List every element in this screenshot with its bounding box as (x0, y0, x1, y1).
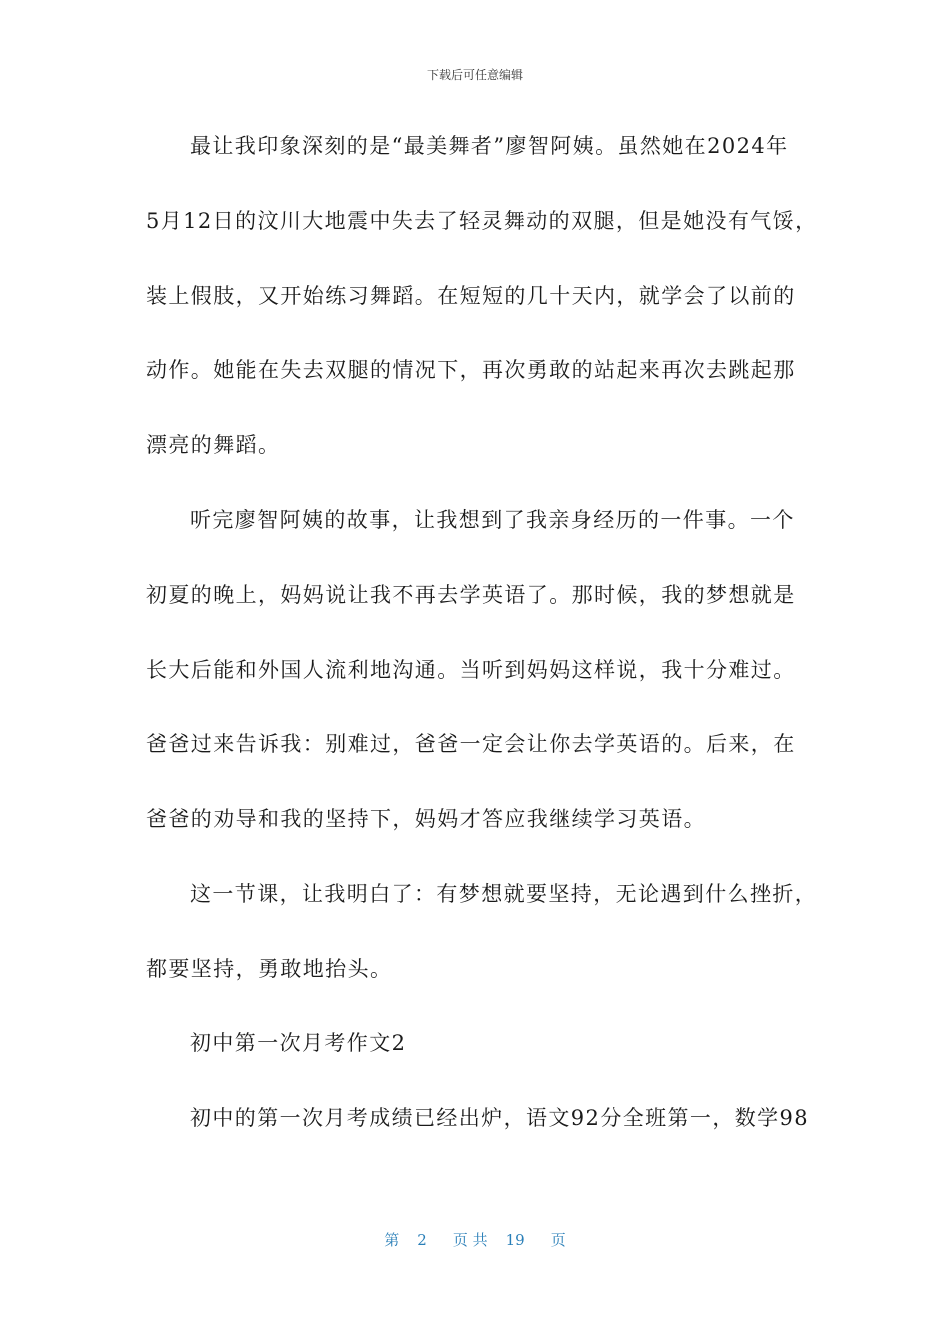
text-line: 这一节课，让我明白了：有梦想就要坚持，无论遇到什么挫折， (190, 882, 818, 906)
text-line: 初中的第一次月考成绩已经出炉，语文92分全班第一，数学98 (190, 1106, 810, 1130)
text-line: 初夏的晚上，妈妈说让我不再去学英语了。那时候，我的梦想就是 (146, 583, 796, 607)
text-line: 5月12日的汶川大地震中失去了轻灵舞动的双腿，但是她没有气馁， (146, 209, 818, 233)
text-line: 爸爸的劝导和我的坚持下，妈妈才答应我继续学习英语。 (146, 807, 706, 831)
footer-prefix: 第 (384, 1231, 400, 1249)
text-line: 都要坚持，勇敢地抬头。 (146, 957, 393, 981)
text-line: 爸爸过来告诉我：别难过，爸爸一定会让你去学英语的。后来，在 (146, 732, 796, 756)
page-header: 下载后可任意编辑 (426, 68, 523, 82)
section-heading: 初中第一次月考作文2 (190, 1031, 407, 1055)
page-footer (0, 1229, 950, 1250)
text-line: 动作。她能在失去双腿的情况下，再次勇敢的站起来再次去跳起那 (146, 358, 796, 382)
footer-suffix: 页 (550, 1231, 566, 1249)
footer-middle: 页 共 (452, 1231, 488, 1249)
text-line: 最让我印象深刻的是“最美舞者”廖智阿姨。虽然她在2024年 (190, 134, 789, 158)
footer-page-number: 2 (417, 1231, 427, 1249)
text-line: 长大后能和外国人流利地沟通。当听到妈妈这样说，我十分难过。 (146, 658, 796, 682)
text-line: 装上假肢，又开始练习舞蹈。在短短的几十天内，就学会了以前的 (146, 284, 796, 308)
text-line: 听完廖智阿姨的故事，让我想到了我亲身经历的一件事。一个 (190, 508, 795, 532)
footer-total-pages: 19 (505, 1231, 525, 1249)
text-line: 漂亮的舞蹈。 (146, 433, 281, 457)
